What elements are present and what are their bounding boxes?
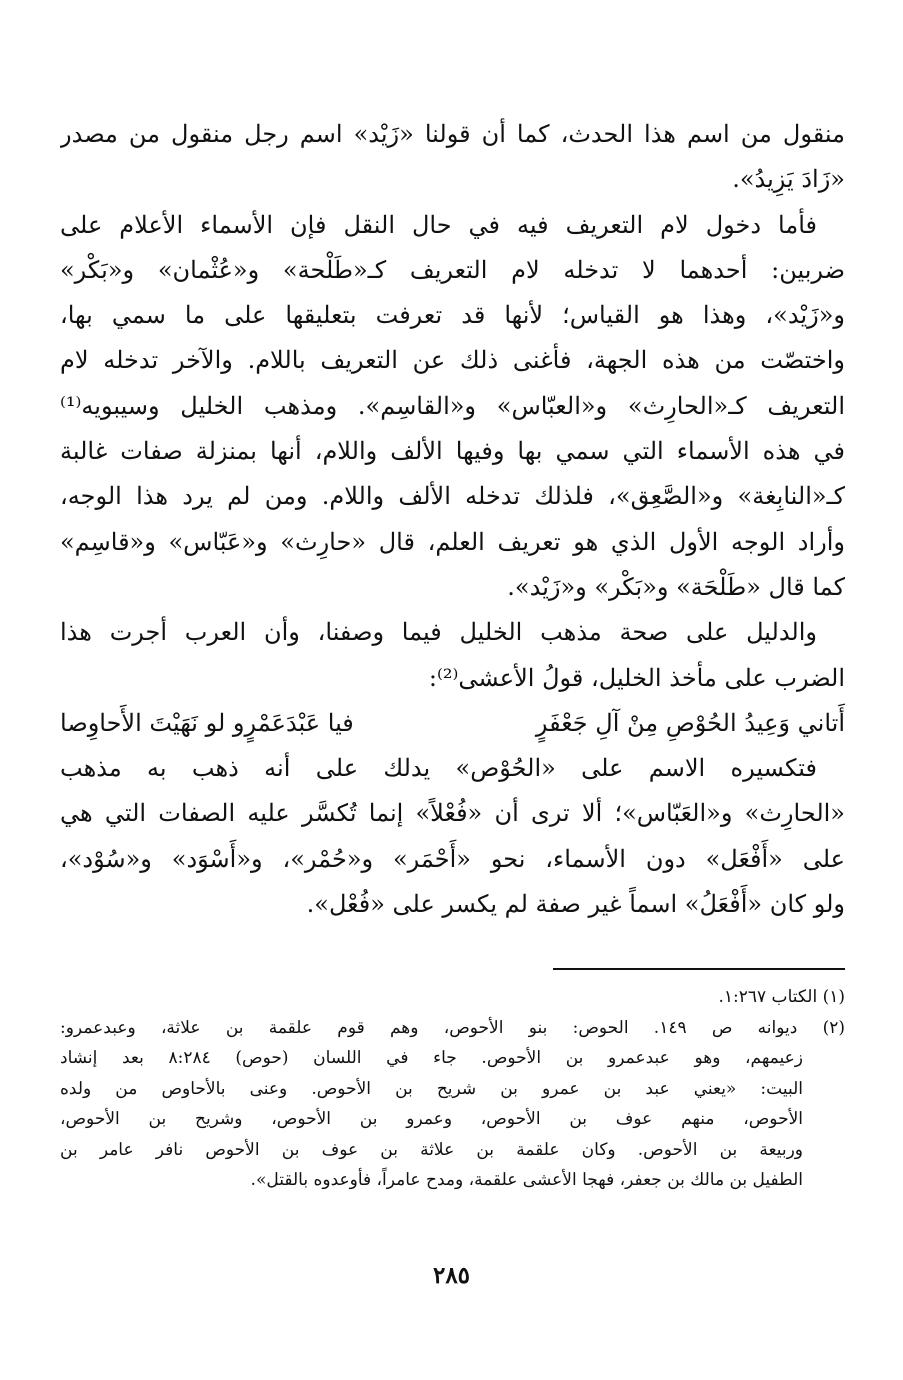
footnote-text: الكتاب ١:٢٦٧. — [718, 987, 818, 1007]
text-line: ولو كان «أَفْعَلُ» اسماً غير صفة لم يكسر على «فُعْل». — [306, 890, 845, 919]
footnote-1 — [60, 982, 845, 1013]
footnote-2 — [60, 1013, 845, 1044]
text-line: التعريف كـ«الحارِث» و«العبّاس» و«القاسِم». ومذهب الخليل وسيبويه⁽¹⁾ — [60, 391, 845, 420]
poetry-verse — [60, 701, 845, 746]
text-line: و«زَيْد»، وهذا هو القياس؛ لأنها قد تعرفت بتعليقها على ما سمي بها، — [60, 301, 845, 330]
verse-second-hemistich: فيا عَبْدَعَمْرٍو لو نَهَيْتَ الأَحاوِصا — [60, 708, 354, 737]
text-line: واختصّت من هذه الجهة، فأغنى ذلك عن التعريف باللام. والآخر تدخله لام — [60, 346, 845, 375]
footnote-text-line: الطفيل بن مالك بن جعفر، فهجا الأعشى علقمة، ومدح عامراً، فأوعدوه بالقتل». — [250, 1170, 803, 1190]
text-line: والدليل على صحة مذهب الخليل فيما وصفنا، وأن العرب أجرت هذا — [60, 618, 817, 647]
footnote-separator — [553, 968, 845, 970]
footnote-text-line: البيت: «يعني عبد بن عمرو بن شريح بن الأحوص. وعنى بالأحاوص من ولده — [60, 1078, 803, 1099]
text-line: كـ«النابِغة» و«الصَّعِق»، فلذلك تدخله الألف واللام. ومن لم يرد هذا الوجه، — [60, 482, 845, 511]
page-number: ٢٨٥ — [432, 1262, 471, 1289]
text-line: فتكسيره الاسم على «الحُوْص» يدلك على أنه ذهب به مذهب — [60, 754, 817, 783]
text-line: على «أَفْعَل» دون الأسماء، نحو «أَحْمَر» و«حُمْر»، و«أَسْوَد» و«سُوْد»، — [60, 844, 845, 873]
text-line: الضرب على مأخذ الخليل، قولُ الأعشى⁽²⁾: — [428, 663, 845, 692]
text-line: «زَادَ يَزِيدُ». — [732, 165, 845, 194]
text-line: «الحارِث» و«العَبّاس»؛ ألا ترى أن «فُعْلاً» إنما تُكسَّر عليه الصفات التي هي — [60, 799, 845, 828]
footnote-text: ديوانه ص ١٤٩. الحوص: بنو الأحوص، وهم قوم علقمة بن علاثة، وعبدعمرو: — [60, 1017, 798, 1038]
text-line: كما قال «طَلْحَة» و«بَكْر» و«زَيْد». — [507, 572, 845, 601]
text-line: فأما دخول لام التعريف فيه في حال النقل فإن الأسماء الأعلام على — [60, 210, 818, 239]
text-line: ضربين: أحدهما لا تدخله لام التعريف كـ«طَلْحة» و«عُثْمان» و«بَكْر» — [60, 255, 845, 284]
main-text — [60, 112, 845, 927]
footnotes — [60, 982, 845, 1196]
text-line: منقول من اسم هذا الحدث، كما أن قولنا «زَيْد» اسم رجل منقول من مصدر — [60, 120, 845, 148]
footnote-number: (٢) — [822, 1017, 845, 1038]
footnote-text-line: وربيعة بن الأحوص. وكان علقمة بن علاثة بن عوف بن الأحوص نافر عامر بن — [60, 1139, 803, 1160]
text-line: وأراد الوجه الأول الذي هو تعريف العلم، قال «حارِث» و«عَبّاس» و«قاسِم» — [60, 527, 845, 556]
verse-first-hemistich: أَتاني وَعِيدُ الحُوْصِ مِنْ آلِ جَعْفَرٍ — [535, 708, 845, 737]
footnote-number: (١) — [822, 987, 845, 1007]
footnote-text-line: الأحوص، منهم عوف بن الأحوص، وعمرو بن الأحوص، وشريح بن الأحوص، — [60, 1109, 803, 1129]
footnote-text-line: زعيمهم، وهو عبدعمرو بن الأحوص. جاء في اللسان (حوص) ٨:٢٨٤ بعد إنشاد — [60, 1048, 803, 1068]
text-line: في هذه الأسماء التي سمي بها وفيها الألف واللام، أنها بمنزلة صفات غالبة — [60, 437, 845, 466]
